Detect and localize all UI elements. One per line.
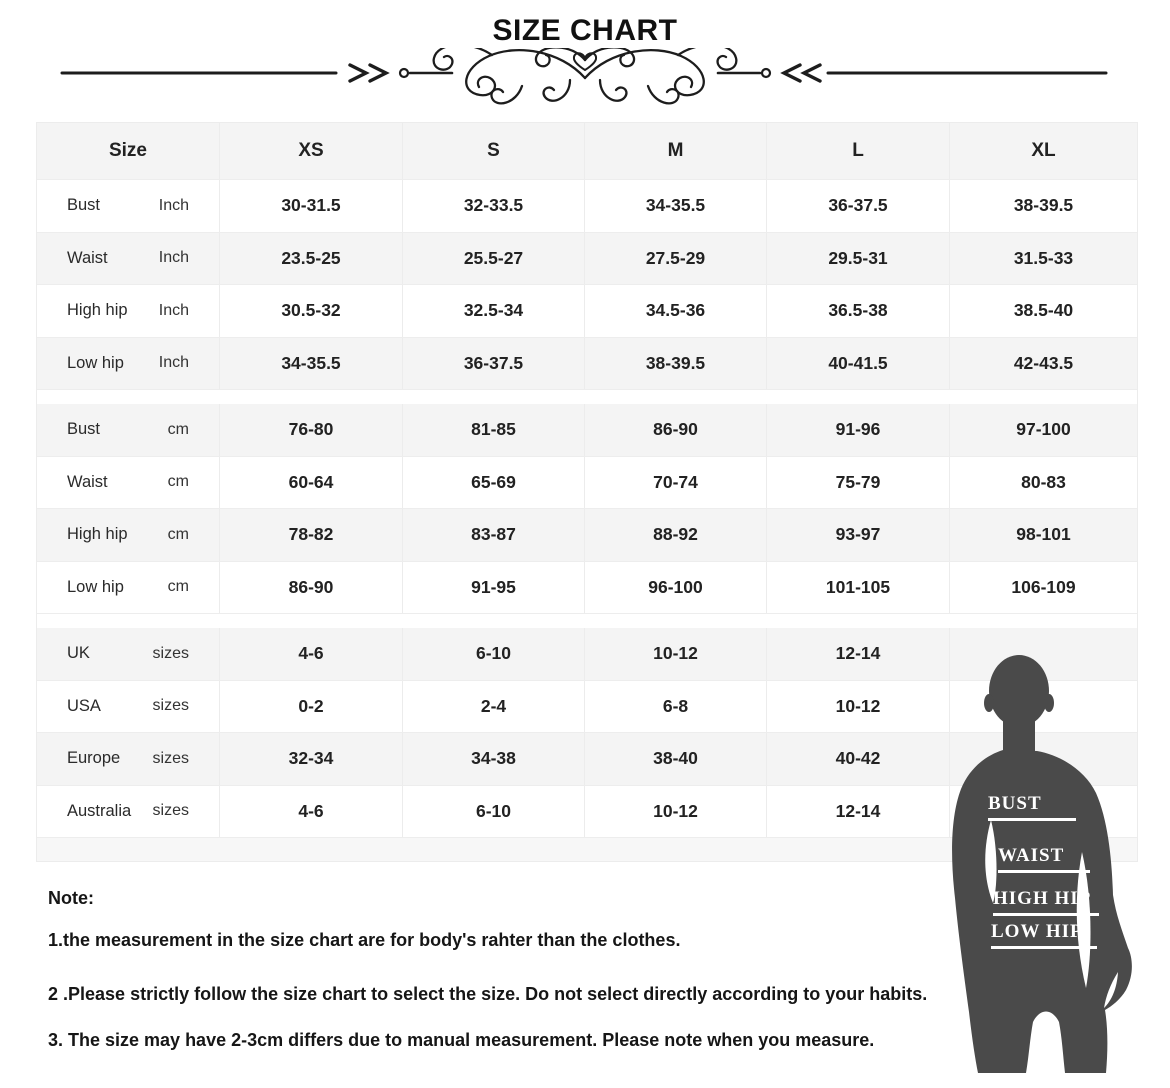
row-label-cell	[37, 338, 220, 390]
row-unit: cm	[167, 578, 189, 596]
value-cell: 83-87	[403, 509, 585, 561]
row-unit: Inch	[158, 301, 189, 319]
row-label: Waist	[67, 248, 108, 267]
value-cell: 76-80	[220, 404, 403, 456]
value-cell: 30.5-32	[220, 285, 403, 337]
value-cell: 27.5-29	[585, 233, 767, 285]
header-cell: S	[403, 123, 585, 179]
row-label: Low hip	[67, 353, 124, 372]
page-title: SIZE CHART	[492, 14, 678, 47]
row-label: High hip	[67, 301, 128, 320]
value-cell: 34.5-36	[585, 285, 767, 337]
flourish-left-half	[434, 48, 585, 103]
row-label-cell	[37, 509, 220, 561]
value-cell: 60-64	[220, 457, 403, 509]
row-label: Waist	[67, 472, 108, 491]
header-cell: XL	[1031, 140, 1056, 161]
value-cell: 32.5-34	[403, 285, 585, 337]
row-label: UK	[67, 644, 90, 663]
value-cell: 75-79	[767, 457, 950, 509]
divider-ring-right	[762, 69, 770, 77]
note-item-1: 1.the measurement in the size chart are for body's rahter than the clothes.	[48, 930, 681, 950]
value-cell: 80-83	[1021, 471, 1066, 492]
row-label-cell	[37, 180, 220, 232]
value-cell: 36-37.5	[767, 180, 950, 232]
value-cell: 4-6	[220, 786, 403, 838]
value-cell: 12-14	[767, 786, 950, 838]
row-label-cell	[37, 233, 220, 285]
row-unit: cm	[167, 525, 189, 543]
value-cell: 91-96	[767, 404, 950, 456]
value-cell: 97-100	[1016, 419, 1071, 440]
value-cell: 106-109	[1011, 576, 1076, 597]
row-label: Australia	[67, 801, 132, 820]
value-cell: 6-8	[585, 681, 767, 733]
bust-label: BUST	[988, 793, 1076, 821]
note-item-2: 2 .Please strictly follow the size chart to select the size. Do not select directly according to your habits.	[48, 984, 928, 1004]
value-cell: 34-38	[403, 733, 585, 785]
row-unit: Inch	[158, 196, 189, 214]
value-cell: 93-97	[767, 509, 950, 561]
value-cell: 36.5-38	[767, 285, 950, 337]
note-heading: Note:	[48, 888, 94, 908]
row-label: Bust	[67, 420, 101, 439]
header-cell: Size	[37, 123, 220, 179]
row-label: High hip	[67, 525, 128, 544]
heart-icon	[574, 53, 596, 70]
chevrons-right-icon	[350, 65, 386, 81]
row-label-cell	[37, 457, 220, 509]
value-cell: 38-39.5	[585, 338, 767, 390]
value-cell: 81-85	[403, 404, 585, 456]
row-unit: sizes	[152, 749, 189, 767]
value-cell: 78-82	[220, 509, 403, 561]
flourish-divider	[0, 48, 1170, 110]
header-cell: M	[585, 123, 767, 179]
row-label-cell	[37, 285, 220, 337]
value-cell: 88-92	[585, 509, 767, 561]
value-cell: 40-42	[767, 733, 950, 785]
row-unit: cm	[167, 473, 189, 491]
header-cell: XS	[220, 123, 403, 179]
value-cell: 31.5-33	[1013, 247, 1074, 268]
value-cell: 38.5-40	[1013, 300, 1074, 321]
value-cell: 25.5-27	[403, 233, 585, 285]
row-label: USA	[67, 696, 101, 715]
value-cell: 32-33.5	[403, 180, 585, 232]
value-cell: 12-14	[767, 628, 950, 680]
value-cell: 34-35.5	[585, 180, 767, 232]
table-row	[37, 509, 1137, 562]
value-cell: 29.5-31	[767, 233, 950, 285]
section-spacer	[37, 390, 1137, 404]
row-unit: sizes	[152, 697, 189, 715]
value-cell: 10-12	[585, 786, 767, 838]
section-spacer	[37, 614, 1137, 628]
value-cell: 101-105	[767, 562, 950, 614]
table-row	[37, 338, 1137, 391]
table-row	[37, 180, 1137, 233]
row-label-cell	[37, 786, 220, 838]
value-cell: 30-31.5	[220, 180, 403, 232]
row-label: Bust	[67, 196, 101, 215]
value-cell: 42-43.5	[1013, 352, 1074, 373]
row-unit: Inch	[158, 249, 189, 267]
value-cell: 23.5-25	[220, 233, 403, 285]
value-cell: 6-10	[403, 628, 585, 680]
row-label: Europe	[67, 749, 121, 768]
value-cell: 10-12	[585, 628, 767, 680]
waist-label: WAIST	[998, 845, 1090, 873]
row-unit: cm	[167, 420, 189, 438]
table-header-row	[37, 123, 1137, 180]
value-cell: 34-35.5	[220, 338, 403, 390]
divider-ring-left	[400, 69, 408, 77]
value-cell: 96-100	[585, 562, 767, 614]
value-cell: 98-101	[1016, 524, 1071, 545]
table-row	[37, 457, 1137, 510]
table-row	[37, 233, 1137, 286]
value-cell: 6-10	[403, 786, 585, 838]
value-cell: 0-2	[220, 681, 403, 733]
header-cell: L	[767, 123, 950, 179]
low-hip-label: LOW HIP	[991, 921, 1097, 949]
value-cell: 36-37.5	[403, 338, 585, 390]
value-cell: 40-41.5	[767, 338, 950, 390]
row-unit: sizes	[152, 802, 189, 820]
table-row	[37, 562, 1137, 615]
row-label-cell	[37, 628, 220, 680]
value-cell: 38-39.5	[1013, 195, 1074, 216]
value-cell: 91-95	[403, 562, 585, 614]
chevrons-left-icon	[784, 65, 820, 81]
value-cell: 32-34	[220, 733, 403, 785]
value-cell: 65-69	[403, 457, 585, 509]
row-label-cell	[37, 562, 220, 614]
value-cell: 86-90	[220, 562, 403, 614]
row-unit: sizes	[152, 644, 189, 662]
value-cell: 86-90	[585, 404, 767, 456]
note-item-3: 3. The size may have 2-3cm differs due to manual measurement. Please note when you measure.	[48, 1030, 875, 1050]
table-row	[37, 285, 1137, 338]
value-cell: 4-6	[220, 628, 403, 680]
table-row	[37, 404, 1137, 457]
high-hip-label: HIGH HIP	[993, 888, 1099, 916]
row-label-cell	[37, 733, 220, 785]
row-label-cell	[37, 681, 220, 733]
row-label-cell	[37, 404, 220, 456]
row-label: Low hip	[67, 577, 124, 596]
row-unit: Inch	[158, 354, 189, 372]
value-cell: 38-40	[585, 733, 767, 785]
value-cell: 2-4	[403, 681, 585, 733]
value-cell: 70-74	[585, 457, 767, 509]
value-cell: 10-12	[767, 681, 950, 733]
